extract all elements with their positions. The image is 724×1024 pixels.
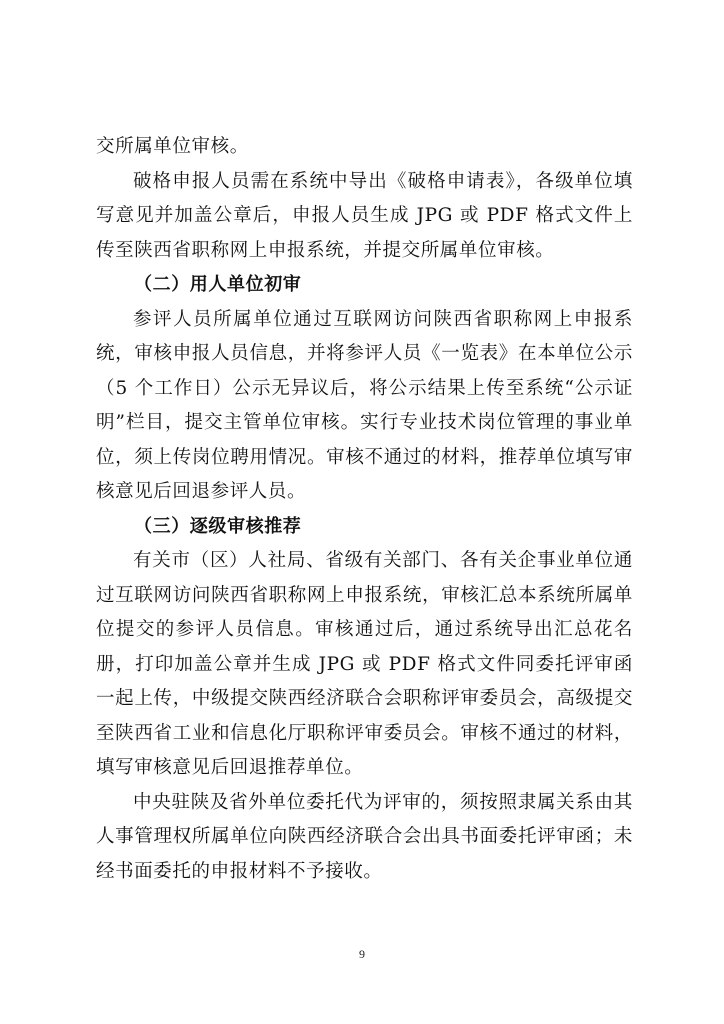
- paragraph-central-units: 中央驻陕及省外单位委托代为评审的，须按照隶属关系由其人事管理权所属单位向陕西经济联合会出具书面委托评审函；未经书面委托的申报材料不予接收。: [96, 791, 633, 882]
- paragraph-employer-review: 参评人员所属单位通过互联网访问陕西省职称网上申报系统，审核申报人员信息，并将参评人员《一览表》在本单位公示（5 个工作日）公示无异议后，将公示结果上传至系统“公示证明”栏目，提交主管单位审核。实行专业技术岗位管理的事业单位，须上传岗位聘用情况。审核不通过的材料，推荐单位填写审核意见后回退参评人员。: [96, 308, 633, 502]
- section-heading-employer-review: （二）用人单位初审: [134, 274, 302, 295]
- paragraph-exceptional-application: 破格申报人员需在系统中导出《破格申请表》，各级单位填写意见并加盖公章后，申报人员生成 JPG 或 PDF 格式文件上传至陕西省职称网上申报系统，并提交所属单位审核。: [96, 170, 633, 261]
- section-heading-level-review: （三）逐级审核推荐: [134, 515, 302, 537]
- page-number: 9: [359, 947, 365, 961]
- paragraph-level-review: 有关市（区）人社局、省级有关部门、各有关企事业单位通过互联网访问陕西省职称网上申报系统，审核汇总本系统所属单位提交的参评人员信息。审核通过后，通过系统导出汇总花名册，打印加盖公章并生成 JPG 或 PDF 格式文件同委托评审函一起上传，中级提交陕西经济联合会职称评审委员会，高级提交至陕西省工业和信息化厅职称评审委员会。审核不通过的材料，填写审核意见后回退推荐单位。: [96, 550, 633, 778]
- paragraph-continuation: 交所属单位审核。: [96, 136, 249, 157]
- document-body: [96, 130, 633, 889]
